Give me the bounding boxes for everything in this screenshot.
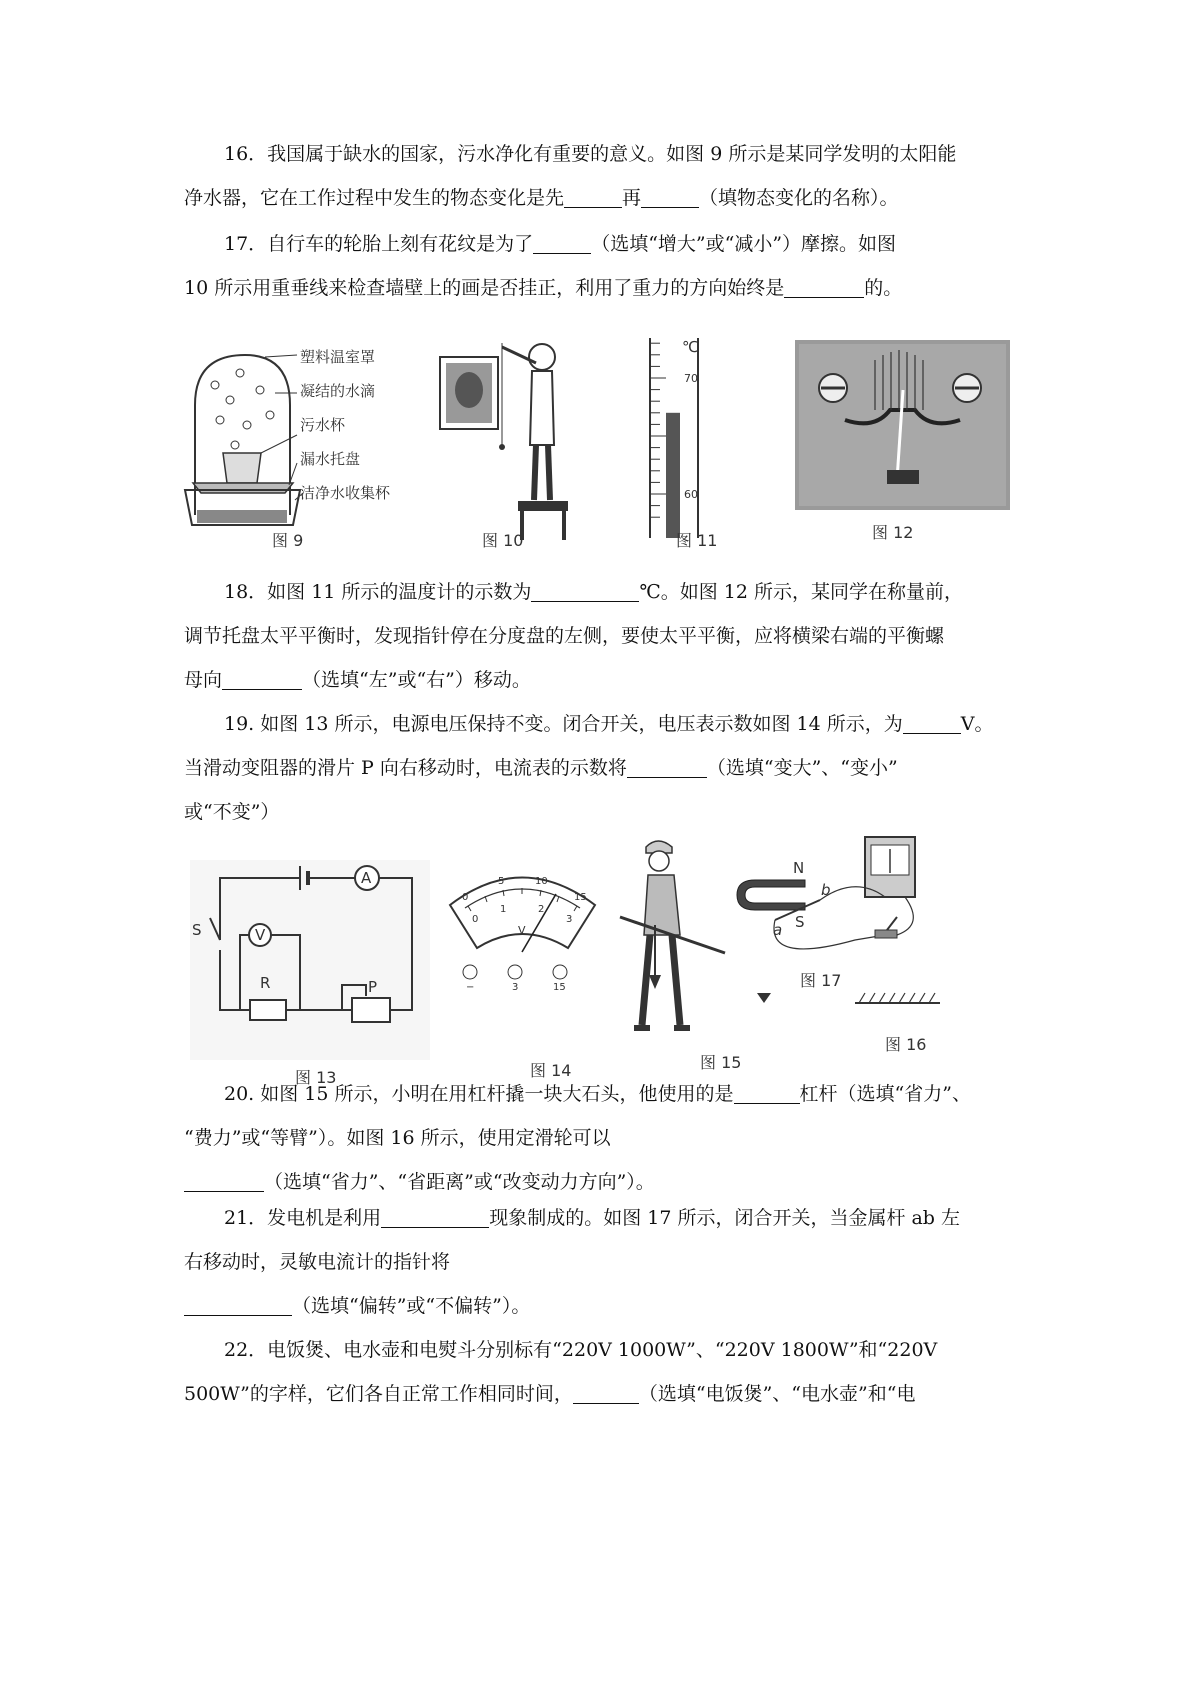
q17-text-c: 10 所示用重垂线来检查墙壁上的画是否挂正，利用了重力的方向始终是	[184, 277, 785, 299]
question-22	[184, 1328, 1020, 1416]
question-18	[184, 570, 1020, 702]
q20-line-1	[184, 1072, 1020, 1116]
q16-text-c: （填物态变化的名称）。	[699, 187, 899, 209]
figure-17-caption: 图 17	[800, 971, 842, 990]
q19-text-d: （选填“变大”、“变小”	[706, 757, 898, 779]
q19-line-1	[184, 702, 1020, 746]
fig9-label-dome: 塑料温室罩	[300, 348, 376, 366]
q20-text-c: （选填“省力”、“省距离”或“改变动力方向”）。	[264, 1171, 655, 1193]
fig14-inner-2: 2	[538, 904, 545, 915]
q17-line-1	[184, 222, 1020, 266]
q18-blank-1[interactable]	[531, 575, 639, 602]
q16-line-1: 16．我国属于缺水的国家，污水净化有重要的意义。如图 9 所示是某同学发明的太阳能	[224, 143, 957, 165]
q21-text-b: 现象制成的。如图 17 所示，闭合开关，当金属杆 ab 左	[489, 1207, 961, 1229]
q21-line-1	[184, 1196, 1020, 1240]
fig9-label-collector: 洁净水收集杯	[300, 484, 391, 502]
question-16	[184, 132, 1020, 220]
figure-15-caption: 图 15	[700, 1053, 742, 1072]
question-19	[184, 702, 1020, 834]
q18-blank-2[interactable]	[222, 663, 302, 690]
q20-blank-1[interactable]	[734, 1077, 800, 1104]
figure-11-caption: 图 11	[676, 531, 718, 550]
figure-9-caption: 图 9	[272, 531, 304, 550]
q18-text-c: 母向	[184, 669, 223, 691]
q18-text-a: 18．如图 11 所示的温度计的示数为	[224, 581, 532, 603]
figure-12-caption: 图 12	[872, 523, 914, 542]
figure-15-lever-worker	[620, 835, 730, 1045]
fig14-inner-1: 1	[500, 904, 507, 915]
question-20	[184, 1072, 1020, 1204]
q18-line-1	[184, 570, 1020, 614]
q19-text-a: 19. 如图 13 所示，电源电压保持不变。闭合开关，电压表示数如图 14 所示，为	[224, 713, 903, 735]
fig11-tick-70: 70	[684, 372, 698, 385]
figure-10-plumb-line	[440, 335, 590, 545]
fig17-north-label: N	[793, 859, 805, 877]
fig17-south-label: S	[795, 913, 805, 931]
fig17-b-label: b	[821, 881, 831, 899]
q19-line-2	[184, 746, 1020, 790]
q22-text-b: （选填“电饭煲”、“电水壶”和“电	[638, 1383, 916, 1405]
fig14-unit: V	[518, 924, 526, 937]
figure-14-voltmeter-dial	[440, 860, 605, 993]
q17-text-d: 的。	[864, 277, 903, 299]
q17-text-a: 17．自行车的轮胎上刻有花纹是为了	[224, 233, 534, 255]
q18-line-2: 调节托盘太平平衡时，发现指针停在分度盘的左侧，要使太平平衡，应将横梁右端的平衡螺	[184, 625, 945, 647]
q20-text-a: 20. 如图 15 所示，小明在用杠杆撬一块大石头，他使用的是	[224, 1083, 734, 1105]
fig14-outer-5: 5	[498, 876, 505, 887]
q19-blank-2[interactable]	[627, 751, 707, 778]
fig13-ammeter-label: A	[361, 869, 372, 887]
fig11-tick-60: 60	[684, 488, 698, 501]
fig13-voltmeter-label: V	[255, 926, 266, 944]
q16-text-b: 再	[622, 187, 642, 209]
fig14-outer-10: 10	[535, 876, 548, 887]
q21-line-3	[184, 1284, 1020, 1328]
fig17-a-label: a	[773, 921, 783, 939]
figure-11-thermometer	[640, 338, 710, 538]
q21-text-c: （选填“偏转”或“不偏转”）。	[292, 1295, 531, 1317]
q19-blank-1[interactable]	[903, 707, 961, 734]
fig14-term-15: 15	[553, 982, 566, 993]
q22-blank-1[interactable]	[573, 1377, 639, 1404]
q18-text-d: （选填“左”或“右”）移动。	[302, 669, 531, 691]
fig13-slider-label: P	[368, 978, 378, 996]
fig14-term-3: 3	[512, 982, 519, 993]
q22-line-2	[184, 1372, 1020, 1416]
q21-line-2: 右移动时，灵敏电流计的指针将	[184, 1251, 451, 1273]
fig14-inner-3: 3	[566, 914, 573, 925]
fig9-label-cup: 污水杯	[300, 416, 346, 434]
question-17	[184, 222, 1020, 310]
q20-text-b: 杠杆（选填“省力”、	[799, 1083, 971, 1105]
figure-13-caption: 图 13	[295, 1068, 337, 1087]
q21-blank-1[interactable]	[381, 1201, 489, 1228]
q21-blank-2[interactable]	[184, 1289, 292, 1316]
fig14-inner-0: 0	[472, 914, 479, 925]
figure-14-caption: 图 14	[530, 1061, 572, 1080]
figure-17-generator-setup	[735, 835, 940, 975]
q19-text-b: V。	[960, 713, 994, 735]
figure-12-balance-scale	[795, 340, 1010, 510]
q19-line-3: 或“不变”）	[184, 801, 280, 823]
fig14-outer-0: 0	[462, 892, 469, 903]
q18-text-b: ℃。如图 12 所示，某同学在称量前，	[639, 581, 963, 603]
figure-16-caption: 图 16	[885, 1035, 927, 1054]
q19-text-c: 当滑动变阻器的滑片 P 向右移动时，电流表的示数将	[184, 757, 627, 779]
fig14-term-neg: −	[466, 982, 475, 993]
q16-line-2	[184, 176, 1020, 220]
figure-16-fixed-pulley	[755, 985, 945, 1035]
fig13-switch-label: S	[192, 921, 202, 939]
q22-text-a: 500W”的字样，它们各自正常工作相同时间，	[184, 1383, 573, 1405]
q16-blank-1[interactable]	[564, 181, 622, 208]
fig13-resistor-label: R	[260, 974, 271, 992]
q20-blank-2[interactable]	[184, 1165, 264, 1192]
fig9-label-droplets: 凝结的水滴	[300, 382, 376, 400]
figure-10-caption: 图 10	[482, 531, 524, 550]
q22-line-1: 22．电饭煲、电水壶和电熨斗分别标有“220V 1000W”、“220V 1800W”和“220V	[224, 1339, 938, 1361]
q18-line-3	[184, 658, 1020, 702]
q16-blank-2[interactable]	[641, 181, 699, 208]
fig9-label-tray: 漏水托盘	[300, 450, 361, 468]
q17-line-2	[184, 266, 1020, 310]
figure-13-circuit-diagram	[190, 860, 430, 1060]
fig14-outer-15: 15	[574, 892, 587, 903]
q20-line-2: “费力”或“等臂”）。如图 16 所示，使用定滑轮可以	[184, 1127, 611, 1149]
thermometer-liquid	[666, 413, 680, 538]
q17-blank-1[interactable]	[533, 227, 591, 254]
figure-9-labels	[300, 340, 390, 510]
q17-blank-2[interactable]	[784, 271, 864, 298]
q16-text-a: 净水器，它在工作过程中发生的物态变化是先	[184, 187, 565, 209]
fig11-unit: ℃	[682, 338, 699, 356]
q17-text-b: （选填“增大”或“减小”）摩擦。如图	[591, 233, 897, 255]
q21-text-a: 21．发电机是利用	[224, 1207, 382, 1229]
question-21	[184, 1196, 1020, 1328]
